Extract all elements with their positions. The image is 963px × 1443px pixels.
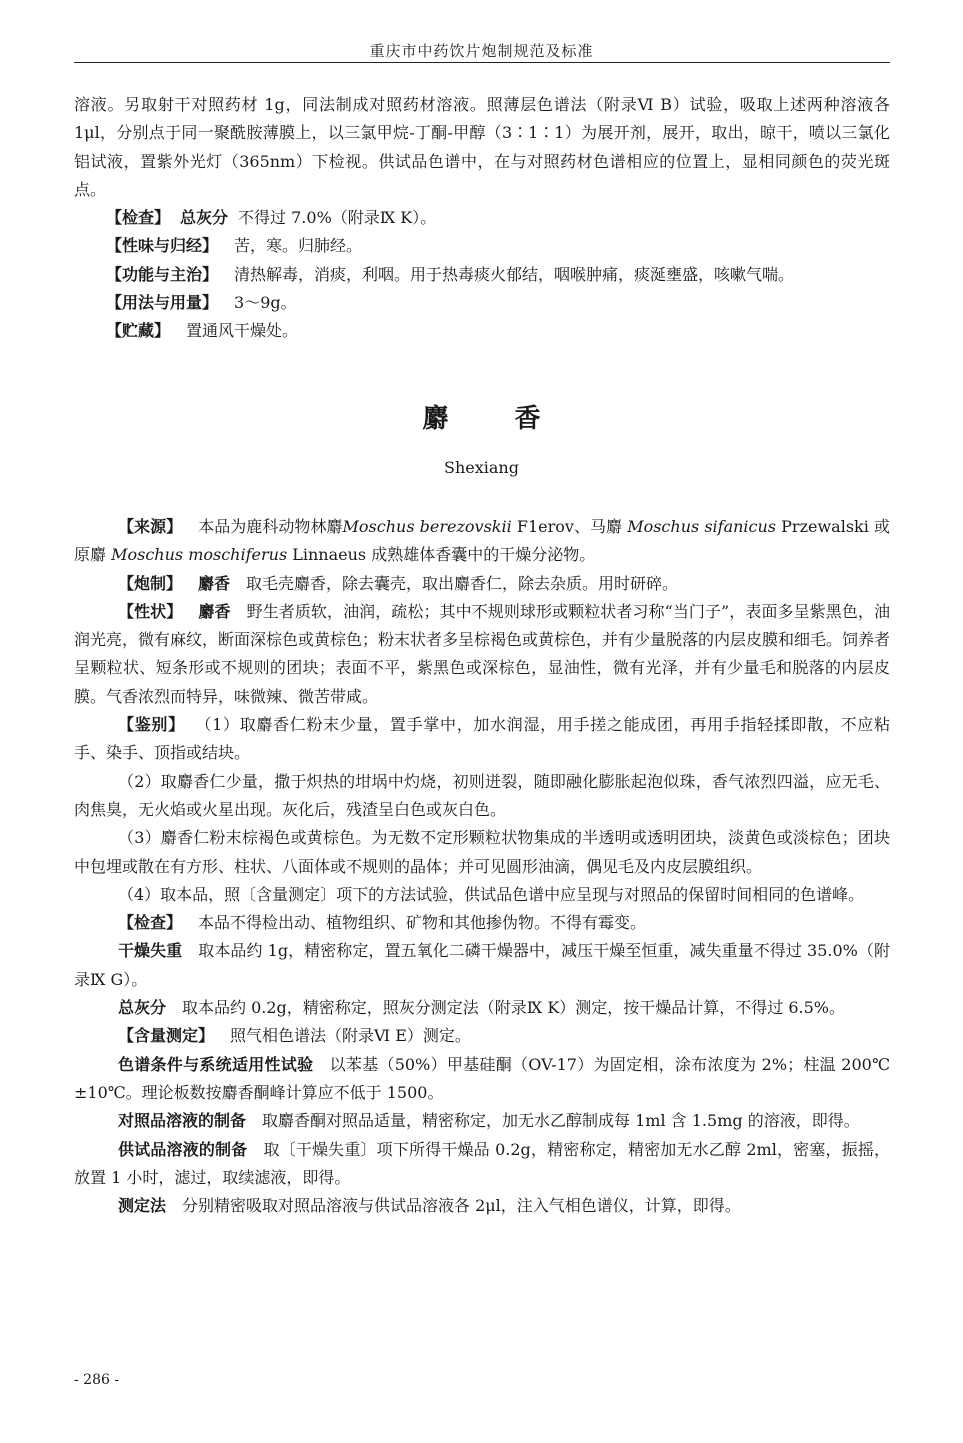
subsection-label: 麝香 [198, 573, 231, 593]
assay-section [74, 1022, 890, 1050]
section-label: 【贮藏】 [106, 321, 171, 341]
usage-dosage-section [74, 289, 890, 317]
procedure-item [74, 1192, 890, 1220]
section-label: 【性味与归经】 [106, 236, 219, 256]
entry-title-char-2: 香 [514, 404, 541, 434]
subsection-label: 总灰分 [118, 998, 167, 1018]
previous-entry-tail [74, 91, 890, 346]
section-text: 置通风干燥处。 [186, 321, 299, 341]
identification-section [74, 711, 890, 768]
subsection-label: 测定法 [118, 1196, 167, 1216]
function-indication-section [74, 261, 890, 289]
header-rule [74, 62, 890, 63]
running-header: 重庆市中药饮片炮制规范及标准 [369, 42, 594, 60]
section-text: 取毛壳麝香，除去囊壳，取出麝香仁，除去杂质。用时研碎。 [246, 573, 679, 593]
identification-paragraph-tail: 溶液。另取射干对照药材 1g，同法制成对照药材溶液。照薄层色谱法（附录Ⅵ B）试验，吸取上述两种溶液各 1μl，分别点于同一聚酰胺薄膜上，以三氯甲烷-丁酮-甲醇（3∶1∶1）为展开剂，展开，取出，晾干，喷以三氯化铝试液，置紫外光灯（365nm）下检视。供试品色谱中，在与对照药材色谱相应的位置上，显相同颜色的荧光斑点。 [74, 95, 890, 199]
description-section [74, 598, 890, 711]
subsection-label: 总灰分 [180, 208, 229, 228]
section-text: 照气相色谱法（附录Ⅵ E）测定。 [230, 1026, 471, 1046]
section-text: 取本品约 0.2g，精密称定，照灰分测定法（附录Ⅸ K）测定，按干燥品计算，不得过 6.5%。 [182, 998, 846, 1018]
latin-name: Moschus berezovskii [342, 517, 512, 536]
section-label: 【性状】 [118, 601, 183, 621]
section-text: 3～9g。 [234, 293, 297, 313]
section-label: 【检查】 [106, 208, 171, 228]
section-text: 野生者质软，油润，疏松；其中不规则球形或颗粒状者习称“当门子”，表面多呈紫黑色，油润光亮，微有麻纹，断面深棕色或黄棕色；粉末状者多呈棕褐色或黄棕色，并有少量脱落的内层皮膜和细毛。饲养者呈颗粒状、短条形或不规则的团块；表面不平，紫黑色或深棕色，显油性，微有光泽，并有少量毛和脱落的内层皮膜。气香浓烈而特异，味微辣、微苦带咸。 [74, 601, 891, 706]
inspection-section [74, 909, 890, 937]
section-label: 【检查】 [118, 913, 183, 933]
processing-section [74, 570, 890, 598]
section-text: 苦，寒。归肺经。 [234, 236, 363, 256]
storage-section [74, 317, 890, 345]
section-label: 【来源】 [118, 517, 183, 536]
section-label: 【鉴别】 [118, 715, 185, 735]
section-text: 以苯基（50%）甲基硅酮（OV-17）为固定相，涂布浓度为 2%；柱温 200℃±10℃。理论板数按麝香酮峰计算应不低于 1500。 [74, 1054, 890, 1102]
reference-solution-item [74, 1107, 890, 1135]
source-section [74, 513, 890, 570]
section-label: 【功能与主治】 [106, 264, 219, 284]
section-text: 清热解毒，消痰，利咽。用于热毒痰火郁结，咽喉肿痛，痰涎壅盛，咳嗽气喘。 [234, 264, 795, 284]
identification-item: （2）取麝香仁少量，撒于炽热的坩埚中灼烧，初则迸裂，随即融化膨胀起泡似珠，香气浓烈四溢，应无毛、肉焦臭，无火焰或火星出现。灰化后，残渣呈白色或灰白色。 [74, 771, 890, 819]
section-text: 不得过 7.0%（附录Ⅸ K）。 [238, 208, 437, 228]
chromatographic-conditions-item [74, 1051, 890, 1108]
section-text: 本品不得检出动、植物组织、矿物和其他掺伪物。不得有霉变。 [198, 913, 647, 933]
section-text: 本品为鹿科动物林麝 [198, 517, 343, 536]
section-label: 【炮制】 [118, 573, 183, 593]
section-text: F1erov、马麝 [516, 517, 623, 536]
test-solution-item [74, 1136, 890, 1193]
latin-name: Moschus sifanicus [627, 517, 777, 536]
subsection-label: 干燥失重 [118, 941, 183, 961]
page-number: - 286 - [74, 1372, 120, 1388]
identification-item: （4）取本品，照〔含量测定〕项下的方法试验，供试品色谱中应呈现与对照品的保留时间相同的色谱峰。 [118, 884, 865, 904]
section-text: Przewalski 或原麝 [74, 517, 890, 565]
section-text: Linnaeus 成熟雄体香囊中的干燥分泌物。 [292, 545, 596, 565]
section-text: 取麝香酮对照品适量，精密称定，加无水乙醇制成每 1ml 含 1.5mg 的溶液，即得。 [262, 1111, 860, 1131]
subsection-label: 色谱条件与系统适用性试验 [118, 1054, 314, 1074]
identification-item: （3）麝香仁粉末棕褐色或黄棕色。为无数不定形颗粒状物集成的半透明或透明团块，淡黄色或淡棕色；团块中包埋或散在有方形、柱状、八面体或不规则的晶体；并可见圆形油滴，偶见毛及内皮层膜组织。 [74, 828, 890, 876]
section-label: 【用法与用量】 [106, 293, 219, 313]
entry-pinyin: Shexiang [444, 458, 519, 477]
subsection-label: 对照品溶液的制备 [118, 1111, 247, 1131]
entry-body [74, 513, 890, 1220]
section-label: 【含量测定】 [118, 1026, 215, 1046]
nature-meridian-section [74, 232, 890, 260]
section-text: 取〔干燥失重〕项下所得干燥品 0.2g，精密称定，精密加无水乙醇 2ml，密塞，振摇，放置 1 小时，滤过，取续滤液，即得。 [74, 1139, 890, 1187]
subsection-label: 供试品溶液的制备 [118, 1139, 248, 1159]
section-text: 取本品约 1g，精密称定，置五氧化二磷干燥器中，减压干燥至恒重，减失重量不得过 35.0%（附录Ⅸ G）。 [74, 941, 890, 989]
inspection-section [74, 204, 890, 232]
section-text: 分别精密吸取对照品溶液与供试品溶液各 2μl，注入气相色谱仪，计算，即得。 [182, 1196, 741, 1216]
section-text: （1）取麝香仁粉末少量，置手掌中，加水润湿，用手搓之能成团，再用手指轻揉即散，不应粘手、染手、顶指或结块。 [74, 715, 890, 763]
subsection-label: 麝香 [198, 601, 231, 621]
latin-name: Moschus moschiferus [111, 545, 288, 565]
entry-title [0, 398, 963, 435]
total-ash-item [74, 994, 890, 1022]
loss-on-drying-item [74, 937, 890, 994]
entry-title-char-1: 麝 [422, 404, 449, 434]
